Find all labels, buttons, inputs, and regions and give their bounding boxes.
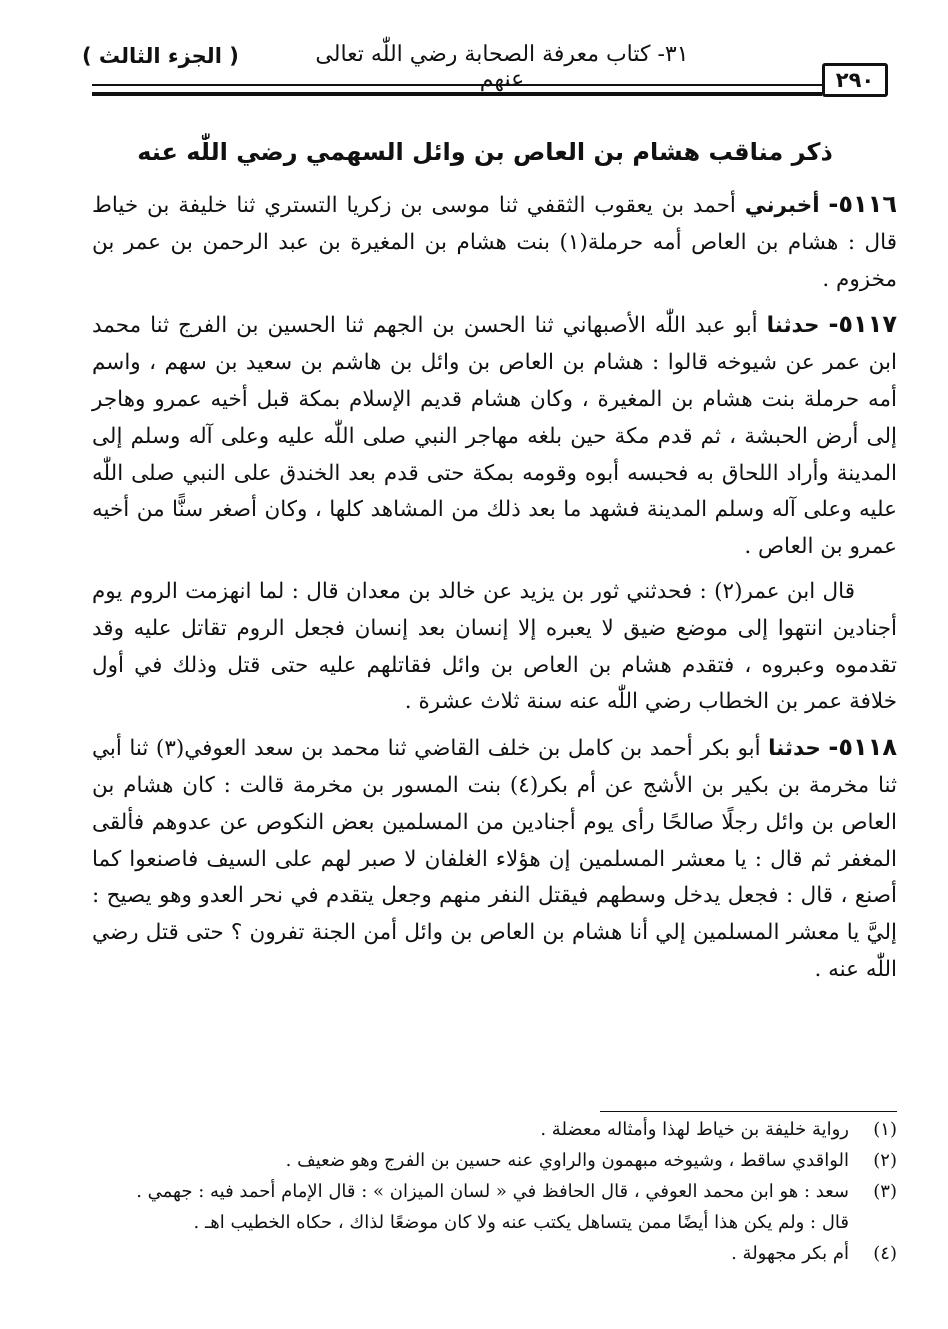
hadith-5116 (92, 186, 897, 298)
footnote-marker: (٣) (873, 1181, 897, 1202)
continuation-paragraph (92, 574, 897, 721)
footnote (120, 1145, 897, 1176)
footnote (120, 1114, 897, 1145)
narration-lead: حدثنا (766, 313, 820, 339)
footnote-text: رواية خليفة بن خياط لهذا وأمثاله معضلة . (540, 1119, 849, 1140)
footnote-text: سعد : هو ابن محمد العوفي ، قال الحافظ في « لسان الميزان » : قال الإمام أحمد فيه : جهمي . قال : ولم يكن هذا أيضًا ممن يتساهل يكتب عنه ولا كان موضعًا لذاك ، حكاه الخطيب اهـ . (136, 1181, 849, 1233)
narration-lead: حدثنا (768, 736, 821, 762)
hadith-5117 (92, 306, 897, 566)
header-rule (92, 84, 822, 86)
hadith-number: ٥١١٧- (828, 310, 897, 339)
footnote-text: الواقدي ساقط ، وشيوخه مبهمون والراوي عنه حسين بن الفرج وهو ضعيف . (285, 1150, 849, 1171)
volume-label: ( الجزء الثالث ) (82, 44, 239, 68)
header-rule-thick (92, 92, 822, 96)
hadith-number: ٥١١٦- (828, 190, 897, 218)
footnote-text: أم بكر مجهولة . (731, 1243, 849, 1264)
footnote (120, 1176, 897, 1238)
footnote (120, 1238, 897, 1269)
footnote-marker: (٢) (873, 1150, 897, 1171)
hadith-text: أبو عبد اللّٰه الأصبهاني ثنا الحسن بن الجهم ثنا الحسين بن الفرج ثنا محمد ابن عمر عن شيوخه قالوا : هشام بن العاص بن وائل بن هاشم بن سعيد بن سهم ، واسم أمه حرملة بنت هشام بن المغيرة ، وكان هشام قديم الإسلام بمكة قبل أخيه عمرو وهاجر إلى أرض الحبشة ، ثم قدم مكة حين بلغه مهاجر النبي صلى اللّٰه عليه وعلى آله وسلم إلى المدينة وأراد اللحاق به فحبسه أبوه وقومه بمكة حتى قدم بعد الخندق على النبي صلى اللّٰه عليه وعلى آله وسلم المدينة فشهد ما بعد ذلك من المشاهد كلها ، وكان أصغر سنًّا من أخيه عمرو بن العاص . (92, 313, 897, 560)
page-number: ٢٩٠ (822, 63, 888, 97)
section-title: ذكر مناقب هشام بن العاص بن وائل السهمي رضي اللّٰه عنه (137, 138, 833, 166)
hadith-text: أبو بكر أحمد بن كامل بن خلف القاضي ثنا محمد بن سعد العوفي(٣) ثنا أبي ثنا مخرمة بن بكير بن الأشج عن أم بكر(٤) بنت المسور بن مخرمة قالت : كان هشام بن العاص بن وائل رجلًا صالحًا رأى يوم أجنادين من المسلمين بعض النكوص عن عدوهم فألقى المغفر ثم قال : يا معشر المسلمين إن هؤلاء الغلفان لا صبر لهم على السيف فاصنعوا كما أصنع ، قال : فجعل يدخل وسطهم فيقتل النفر منهم وجعل يتقدم في نحر العدو وهو يصيح : إليَّ يا معشر المسلمين إلي أنا هشام بن العاص بن وائل أمن الجنة تفرون ؟ حتى قتل رضي اللّٰه عنه . (92, 736, 898, 982)
footnote-marker: (٤) (873, 1243, 897, 1264)
footnote-marker: (١) (873, 1119, 897, 1140)
narration-lead: أخبرني (744, 193, 820, 218)
hadith-number: ٥١١٨- (828, 733, 897, 762)
footnote-separator (600, 1111, 897, 1112)
footnotes (120, 1114, 897, 1269)
hadith-text: أحمد بن يعقوب الثقفي ثنا موسى بن زكريا التستري ثنا خليفة بن خياط قال : هشام بن العاص أمه حرملة(١) بنت هشام بن المغيرة بن عبد الرحمن بن عمر بن مخزوم . (92, 193, 898, 292)
main-text (92, 186, 897, 997)
paragraph-text: قال ابن عمر(٢) : فحدثني ثور بن يزيد عن خالد بن معدان قال : لما انهزمت الروم يوم أجنادين انتهوا إلى موضع ضيق لا يعبره إلا إنسان بعد إنسان فجعل الروم تقاتل عليه وقد تقدموه وعبروه ، فتقدم هشام بن العاص بن وائل فقاتلهم عليه حتى قتل وذلك في أول خلافة عمر بن الخطاب رضي اللّٰه عنه سنة ثلاث عشرة . (92, 578, 897, 715)
hadith-5118 (92, 729, 897, 989)
running-header-title: ٣١- كتاب معرفة الصحابة رضي اللّٰه تعالى عنهم (315, 42, 689, 92)
